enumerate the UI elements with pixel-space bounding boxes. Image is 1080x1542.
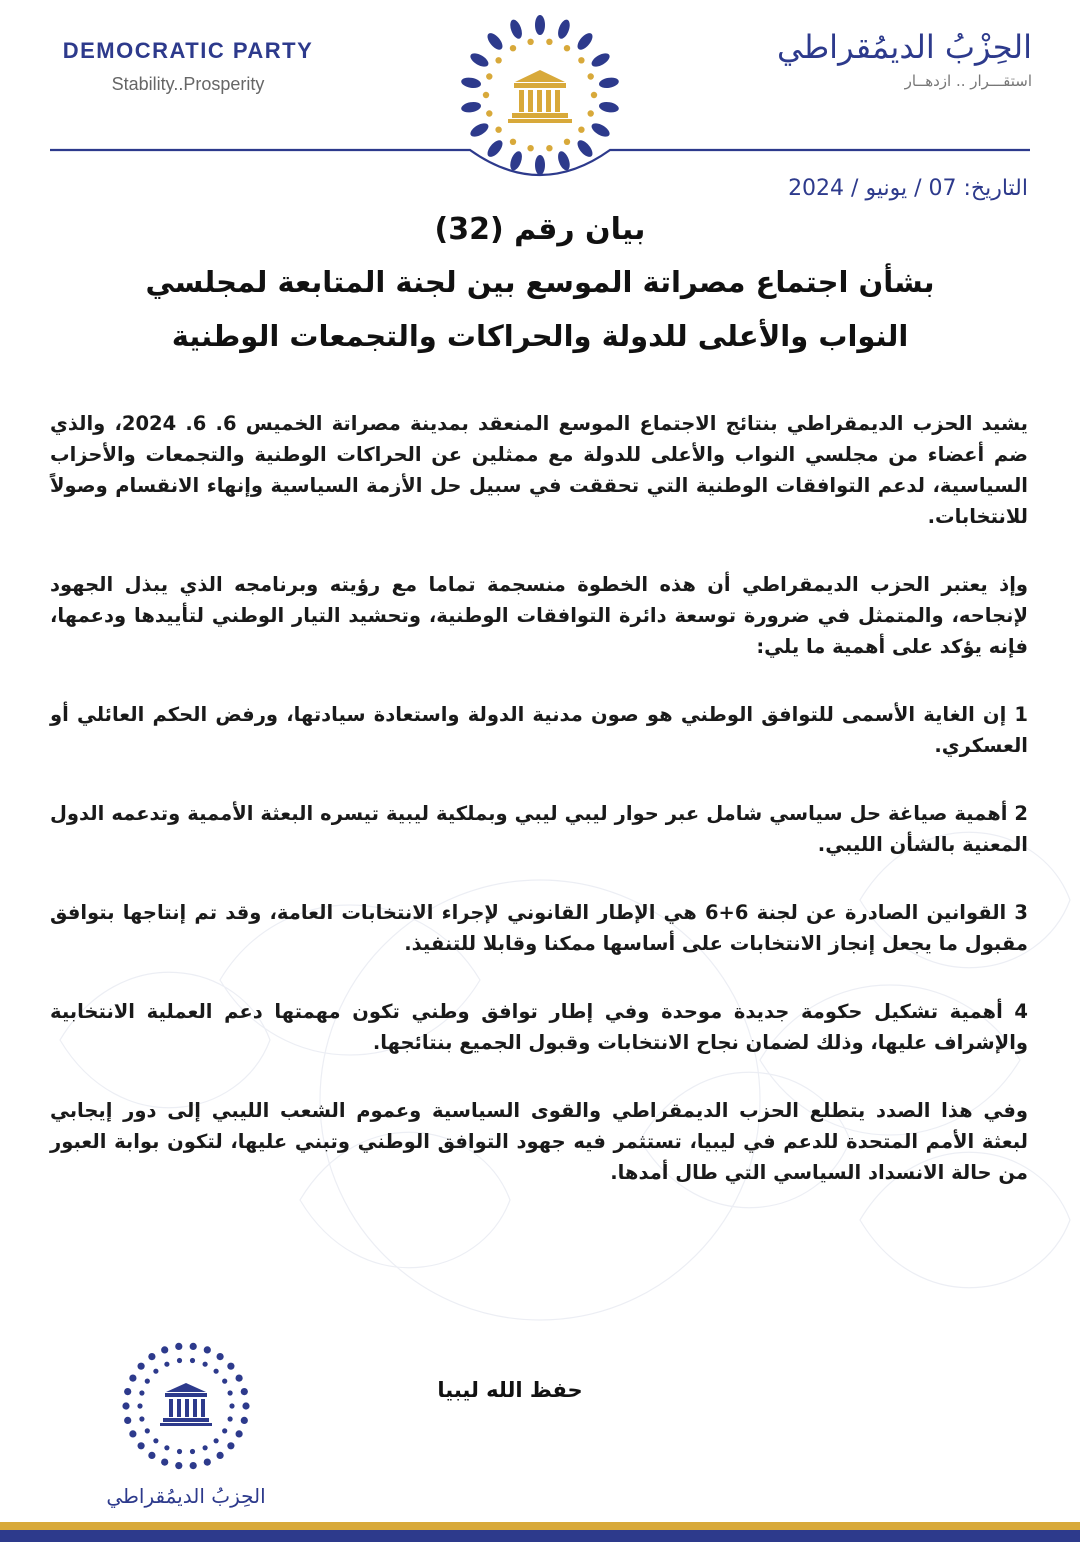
wreath-dot — [495, 57, 501, 63]
wreath-dot — [153, 1438, 158, 1443]
statement-subject — [60, 255, 1020, 363]
wreath-dot — [527, 145, 533, 151]
wreath-dot — [527, 39, 533, 45]
paragraph-position: وإذ يعتبر الحزب الديمقراطي أن هذه الخطوة منسجمة تماما مع رؤيته وبرنامجه الذي يبذل الجهود لإنجاحه، والمتمثل في ضرورة توسعة دائرة التوافقات الوطنية، وتحشيد التيار الوطني لتأييدها ودعمها، فإنه يؤكد على أهمية ما يلي: — [50, 573, 1028, 658]
wreath-dot — [236, 1375, 243, 1382]
wreath-leaf — [485, 138, 506, 160]
header-arabic-branding — [732, 28, 1032, 90]
wreath-dot — [190, 1343, 197, 1350]
statement-date: التاريخ: 07 / يونيو / 2024 — [788, 176, 1028, 201]
wreath-dot — [177, 1449, 182, 1454]
wreath-dot — [588, 73, 594, 79]
wreath-dot — [190, 1358, 195, 1363]
footer-party-name: الحِزبُ الديمُقراطي — [106, 1484, 266, 1508]
wreath-dot — [138, 1442, 145, 1449]
wreath-dot — [227, 1363, 234, 1370]
wreath-dot — [229, 1403, 234, 1408]
wreath-dot — [164, 1362, 169, 1367]
wreath-leaf — [598, 101, 619, 114]
wreath-dot — [241, 1388, 248, 1395]
wreath-dot — [242, 1402, 249, 1409]
wreath-dot — [190, 1462, 197, 1469]
wreath-dot — [546, 145, 552, 151]
wreath-dot — [175, 1343, 182, 1350]
wreath-dot — [546, 39, 552, 45]
wreath-dot — [578, 57, 584, 63]
statement-subject-line-2: النواب والأعلى للدولة والحراكات والتجمعات الوطنية — [171, 319, 909, 353]
wreath-leaf — [556, 18, 572, 40]
wreath-dot — [122, 1402, 129, 1409]
statement-number: بيان رقم (32) — [434, 212, 646, 247]
wreath-dot — [145, 1428, 150, 1433]
wreath-dot — [129, 1430, 136, 1437]
point-1: 1 إن الغاية الأسمى للتوافق الوطني هو صون مدنية الدولة واستعادة سيادتها، ورفض الحكم العائلي أو العسكري. — [50, 703, 1028, 757]
wreath-leaf — [598, 76, 619, 89]
wreath-dot — [236, 1430, 243, 1437]
wreath-dot — [148, 1452, 155, 1459]
party-name-arabic: الحِزْبُ الديمُقراطي — [777, 28, 1032, 66]
wreath-dot — [190, 1449, 195, 1454]
paragraph-conclusion: وفي هذا الصدد يتطلع الحزب الديمقراطي والقوى السياسية وعموم الشعب الليبي إلى دور إيجابي لبعثة الأمم المتحدة للدعم في ليبيا، تستثمر فيه جهود التوافق الوطني وتبني عليها، لتكون بوابة العبور من حالة الانسداد السياسي التي طال أمدها. — [50, 1099, 1028, 1184]
header-logo-icon — [460, 15, 619, 175]
footer-logo-icon — [100, 1340, 272, 1480]
wreath-dot — [578, 127, 584, 133]
footer-blue-band — [0, 1530, 1080, 1542]
wreath-dot — [486, 73, 492, 79]
party-slogan-english: Stability..Prosperity — [111, 74, 265, 94]
footer-gold-band — [0, 1522, 1080, 1530]
wreath-dot — [228, 1416, 233, 1421]
wreath-leaf — [485, 31, 506, 53]
wreath-dot — [564, 139, 570, 145]
wreath-dot — [483, 92, 489, 98]
wreath-dot — [161, 1346, 168, 1353]
wreath-dot — [204, 1346, 211, 1353]
wreath-leaf — [589, 51, 611, 70]
wreath-dot — [241, 1417, 248, 1424]
wreath-dot — [139, 1416, 144, 1421]
wreath-dot — [214, 1438, 219, 1443]
wreath-dot — [495, 127, 501, 133]
paragraph-intro: يشيد الحزب الديمقراطي بنتائج الاجتماع الموسع المنعقد بمدينة مصراتة الخميس 6. 6. 2024، والذي ضم أعضاء من مجلسي النواب والأعلى للدولة مع ممثلين عن الحراكات الوطنية والتجمعات والأحزاب السياسية، لدعم التوافقات الوطنية التي تحققت في سبيل حل الأزمة السياسية وإنهاء الانقسام وصولاً للانتخابات. — [50, 412, 1028, 528]
wreath-dot — [217, 1353, 224, 1360]
wreath-leaf — [460, 101, 481, 114]
wreath-dot — [177, 1358, 182, 1363]
wreath-dot — [175, 1462, 182, 1469]
wreath-dot — [222, 1428, 227, 1433]
wreath-dot — [129, 1375, 136, 1382]
party-name-english: DEMOCRATIC PARTY — [62, 38, 314, 63]
wreath-dot — [228, 1390, 233, 1395]
wreath-dot — [591, 92, 597, 98]
wreath-dot — [153, 1369, 158, 1374]
wreath-dot — [510, 139, 516, 145]
wreath-dot — [203, 1445, 208, 1450]
statement-title-block — [60, 212, 1020, 363]
wreath-dot — [138, 1363, 145, 1370]
wreath-leaf — [460, 76, 481, 89]
wreath-leaf — [556, 150, 572, 172]
wreath-dot — [124, 1388, 131, 1395]
wreath-dot — [227, 1442, 234, 1449]
wreath-leaf — [589, 121, 611, 140]
wreath-leaf — [508, 18, 524, 40]
wreath-dot — [486, 110, 492, 116]
wreath-dot — [148, 1353, 155, 1360]
wreath-leaf — [575, 138, 596, 160]
wreath-leaf — [468, 51, 490, 70]
point-2: 2 أهمية صياغة حل سياسي شامل عبر حوار ليبي ليبي وبملكية ليبية تيسره البعثة الأممية وتدعمه الدول المعنية بالشأن الليبي. — [50, 802, 1028, 856]
wreath-dot — [145, 1379, 150, 1384]
wreath-leaf — [535, 15, 545, 35]
wreath-leaf — [468, 121, 490, 140]
wreath-leaf — [535, 155, 545, 175]
wreath-leaf — [508, 150, 524, 172]
point-3: 3 القوانين الصادرة عن لجنة 6+6 هي الإطار القانوني لإجراء الانتخابات العامة، وقد تم إنتاجها بتوافق مقبول ما يجعل إنجاز الانتخابات على أساسها ممكنا وقابلا للتنفيذ. — [50, 901, 1028, 955]
statement-body — [50, 408, 1028, 1225]
wreath-dot — [161, 1459, 168, 1466]
wreath-dot — [214, 1369, 219, 1374]
wreath-dot — [564, 45, 570, 51]
party-slogan-arabic: استقـــرار .. ازدهــار — [904, 72, 1032, 90]
wreath-leaf — [575, 31, 596, 53]
wreath-dot — [124, 1417, 131, 1424]
wreath-dot — [222, 1379, 227, 1384]
wreath-dot — [217, 1452, 224, 1459]
wreath-dot — [204, 1459, 211, 1466]
wreath-dot — [137, 1403, 142, 1408]
wreath-dot — [510, 45, 516, 51]
wreath-dot — [139, 1390, 144, 1395]
wreath-dot — [164, 1445, 169, 1450]
point-4: 4 أهمية تشكيل حكومة جديدة موحدة وفي إطار توافق وطني تكون مهمتها دعم العملية الانتخابية والإشراف عليها، وذلك لضمان نجاح الانتخابات وقبول الجميع بنتائجها. — [50, 1000, 1028, 1054]
wreath-dot — [203, 1362, 208, 1367]
closing-phrase: حفظ الله ليبيا — [437, 1378, 583, 1402]
statement-subject-line-1: بشأن اجتماع مصراتة الموسع بين لجنة المتابعة لمجلسي — [145, 265, 935, 299]
header-english-branding — [48, 38, 328, 95]
wreath-dot — [588, 110, 594, 116]
